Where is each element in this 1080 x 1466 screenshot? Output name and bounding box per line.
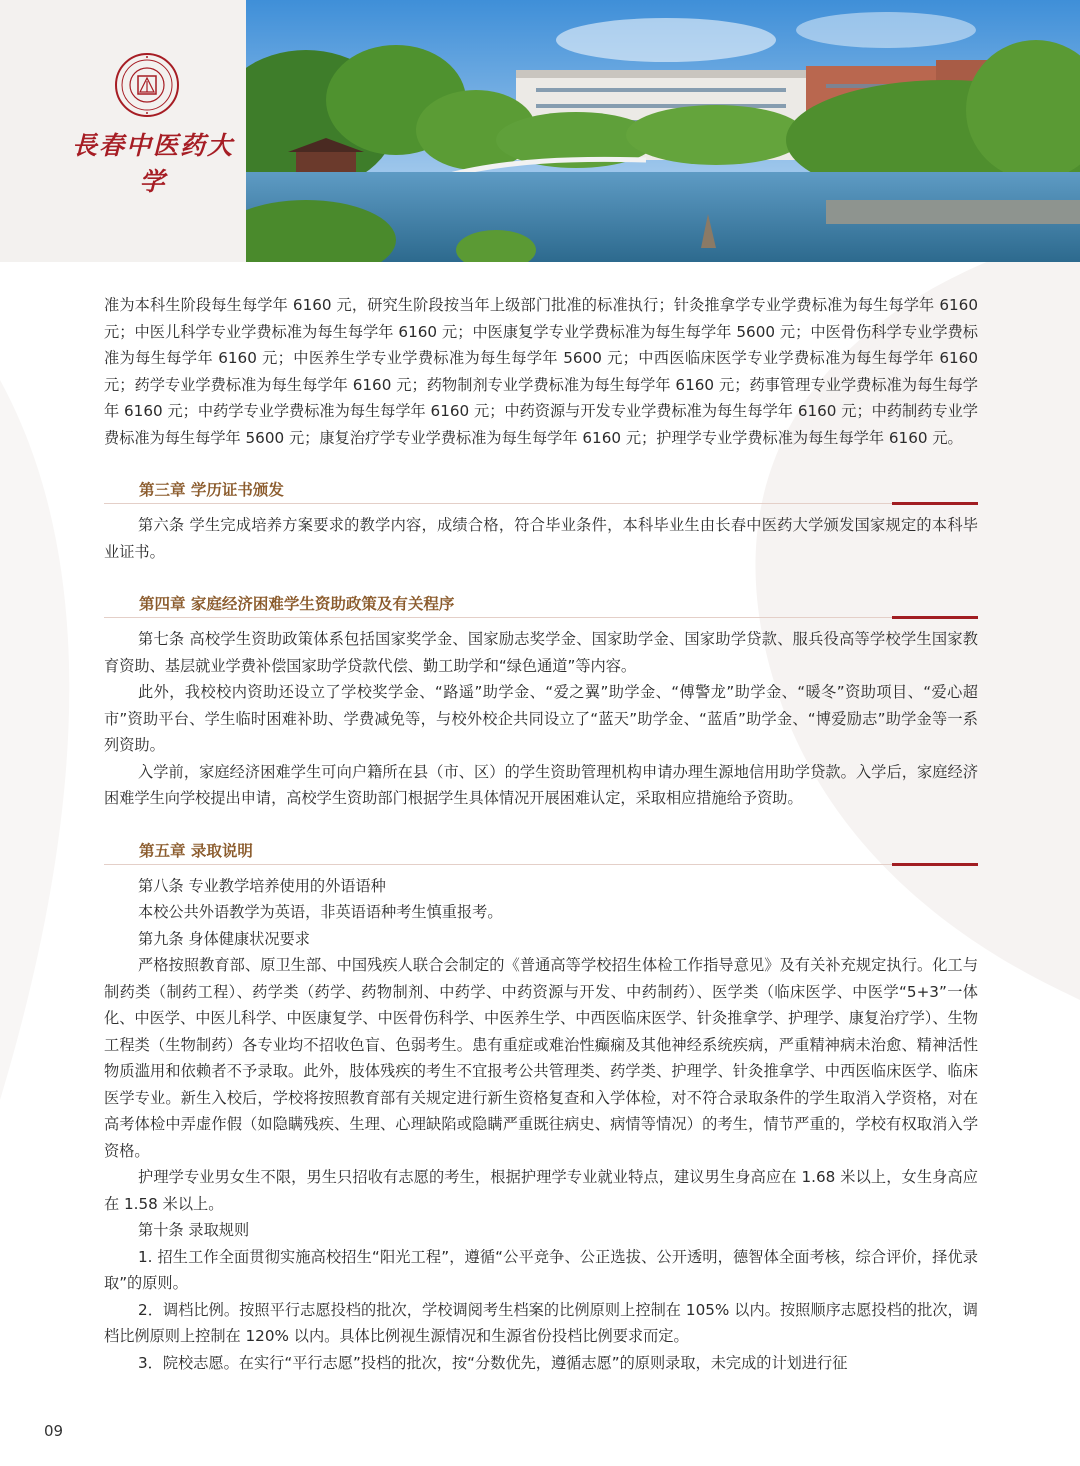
page-number: 09 xyxy=(44,1422,64,1440)
chapter-title: 第三章 学历证书颁发 xyxy=(139,481,284,499)
chapter-title: 第四章 家庭经济困难学生资助政策及有关程序 xyxy=(139,595,455,613)
chapter-title: 第五章 录取说明 xyxy=(139,841,253,860)
chapter-3-heading xyxy=(104,473,978,504)
chapter-accent-bar xyxy=(892,502,978,505)
rule-1-paragraph: 1. 招生工作全面贯彻实施高校招生“阳光工程”，遵循“公平竞争、公正选拔、公开透明，德智体全面考核，综合评价，择优录取”的原则。 xyxy=(104,1247,978,1292)
article-10-heading: 第十条 录取规则 xyxy=(138,1221,250,1239)
university-seal-icon xyxy=(114,52,180,118)
page-header xyxy=(0,0,1080,262)
article-8-heading: 第八条 专业教学培养使用的外语语种 xyxy=(138,876,386,895)
rule-3-paragraph: 3．院校志愿。在实行“平行志愿”投档的批次，按“分数优先，遵循志愿”的原则录取，未完成的计划进行征 xyxy=(138,1353,848,1372)
chapter-4-heading xyxy=(104,587,978,618)
chapter-accent-bar xyxy=(892,863,978,866)
tuition-paragraph: 准为本科生阶段每生每学年 6160 元，研究生阶段按当年上级部门批准的标准执行；针灸推拿学专业学费标准为每生每学年 6160 元；中医儿科学专业学费标准为每生每学年 6160 元；中医康复学专业学费标准为每生每学年 5600 元；中医骨伤科学专业学费标准为每生每学年 6160 元；中医养生学专业学费标准为每生每学年 5600 元；中西医临床医学专业学费标准为每生每学年 6160 元；药学专业学费标准为每生每学年 6160 元；药物制剂专业学费标准为每生每学年 6160 元；药事管理专业学费标准为每生每学年 6160 元；中药学专业学费标准为每生每学年 6160 元；中药资源与开发专业学费标准为每生每学年 6160 元；中药制药专业学费标准为每生每学年 5600 元；康复治疗学专业学费标准为每生每学年 6160 元；护理学专业学费标准为每生每学年 6160 元。 xyxy=(104,296,978,447)
school-name: 長春中医药大学 xyxy=(71,131,234,196)
article-7-paragraph: 第七条 高校学生资助政策体系包括国家奖学金、国家励志奖学金、国家助学金、国家助学贷款、服兵役高等学校学生国家教育资助、基层就业学费补偿国家助学贷款代偿、勤工助学和“绿色通道”等内容。 xyxy=(104,630,978,675)
rule-2-paragraph: 2．调档比例。按照平行志愿投档的批次，学校调阅考生档案的比例原则上控制在 105% 以内。按照顺序志愿投档的批次，调档比例原则上控制在 120% 以内。具体比例视生源情况和生源省份投档比例要求而定。 xyxy=(104,1300,978,1345)
nursing-paragraph: 护理学专业男女生不限，男生只招收有志愿的考生，根据护理学专业就业特点，建议男生身高应在 1.68 米以上，女生身高应在 1.58 米以上。 xyxy=(104,1168,978,1213)
article-9-heading: 第九条 身体健康状况要求 xyxy=(138,929,310,948)
language-paragraph: 本校公共外语教学为英语，非英语语种考生慎重报考。 xyxy=(138,903,503,921)
loan-paragraph: 入学前，家庭经济困难学生可向户籍所在县（市、区）的学生资助管理机构申请办理生源地信用助学贷款。入学后，家庭经济困难学生向学校提出申请，高校学生资助部门根据学生具体情况开展困难认定，采取相应措施给予资助。 xyxy=(104,762,978,807)
health-requirements-paragraph: 严格按照教育部、原卫生部、中国残疾人联合会制定的《普通高等学校招生体检工作指导意见》及有关补充规定执行。化工与制药类（制药工程）、药学类（药学、药物制剂、中药学、中药资源与开发、中药制药）、医学类（临床医学、中医学“5+3”一体化、中医学、中医儿科学、中医康复学、中医骨伤科学、中医养生学、中西医临床医学、针灸推拿学、护理学、康复治疗学）、生物工程类（生物制药）各专业均不招收色盲、色弱考生。患有重症或难治性癫痫及其他神经系统疾病，严重精神病未治愈、精神活性物质滥用和依赖者不予录取。此外，肢体残疾的考生不宜报考公共管理类、药学类、护理学、针灸推拿学、中西医临床医学、临床医学专业。新生入校后，学校将按照教育部有关规定进行新生资格复查和入学体检，对不符合录取条件的学生取消入学资格，对在高考体检中弄虚作假（如隐瞒残疾、生理、心理缺陷或隐瞒严重既往病史、病情等情况）的考生，情节严重的，学校有权取消入学资格。 xyxy=(104,956,978,1160)
campus-photo xyxy=(246,0,1080,262)
school-aid-paragraph: 此外，我校校内资助还设立了学校奖学金、“路遥”助学金、“爱之翼”助学金、“傅警龙”助学金、“暖冬”资助项目、“爱心超市”资助平台、学生临时困难补助、学费减免等，与校外校企共同设立了“蓝天”助学金、“蓝盾”助学金、“博爱励志”助学金等一系列资助。 xyxy=(104,683,978,754)
article-6-paragraph: 第六条 学生完成培养方案要求的教学内容，成绩合格，符合毕业条件，本科毕业生由长春中医药大学颁发国家规定的本科毕业证书。 xyxy=(104,516,978,561)
main-content xyxy=(104,292,978,1376)
chapter-accent-bar xyxy=(892,616,978,619)
chapter-5-heading xyxy=(104,834,978,865)
logo-block xyxy=(0,0,246,262)
